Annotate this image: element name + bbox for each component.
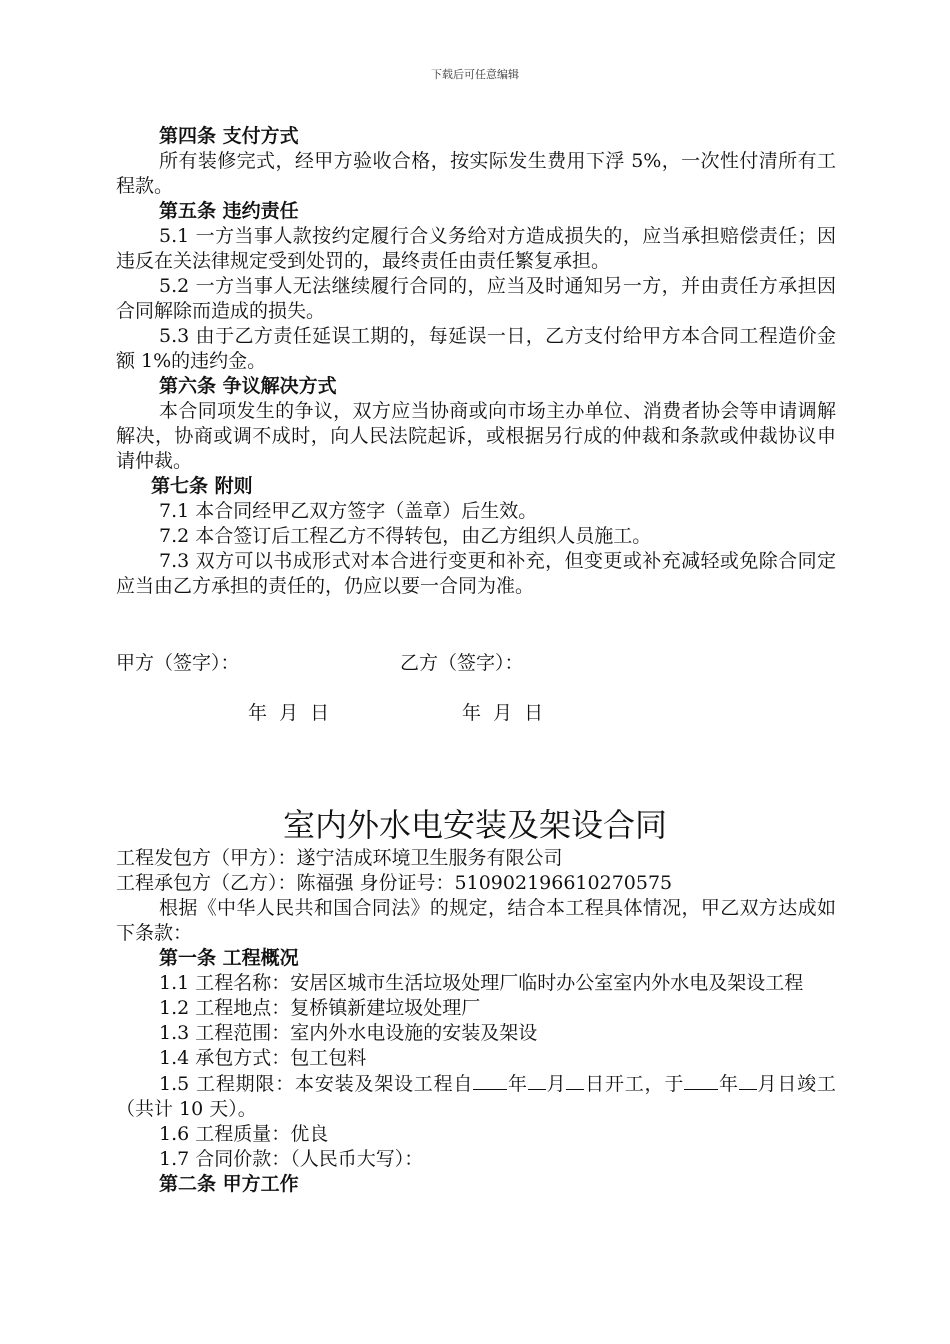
article-5-heading: 第五条 违约责任: [159, 200, 299, 222]
page-header: 下载后可任意编辑: [431, 68, 519, 81]
party-b-date: 年 月 日: [462, 702, 544, 724]
item-1-3: 1.3 工程范围：室内外水电设施的安装及架设: [159, 1022, 538, 1044]
blank-month-start: [528, 1071, 546, 1090]
item-1-4: 1.4 承包方式：包工包料: [159, 1047, 367, 1069]
article-7-heading: 第七条 附则: [151, 475, 253, 497]
party-a-signature: 甲方（签字）：: [116, 652, 240, 674]
item-1-5-e: 年: [718, 1073, 739, 1095]
item-1-5-d: 日开工，于: [584, 1073, 685, 1095]
contract-title: 室内外水电安装及架设合同: [282, 806, 667, 844]
item-1-5-a: 1.5 工程期限：本安装及架设工程自: [159, 1073, 474, 1095]
article-4-heading: 第四条 支付方式: [159, 125, 299, 147]
clause-5-1: 5.1 一方当事人款按约定履行合义务给对方造成损失的，应当承担赔偿责任；因违反在关法律规定受到处罚的，最终责任由责任繁复承担。: [116, 225, 836, 272]
clause-7-1: 7.1 本合同经甲乙双方签字（盖章）后生效。: [159, 500, 538, 522]
contractor-line: 工程承包方（乙方）：陈福强 身份证号：510902196610270575: [116, 872, 673, 894]
blank-day-start: [566, 1071, 584, 1090]
article-2-heading: 第二条 甲方工作: [159, 1173, 299, 1195]
blank-month-end: [739, 1071, 757, 1090]
contract-part-1: [116, 124, 836, 599]
item-1-7: 1.7 合同价款：（人民币大写）：: [159, 1148, 424, 1170]
preamble: 根据《中华人民共和国合同法》的规定，结合本工程具体情况，甲乙双方达成如下条款：: [116, 897, 836, 944]
contract-part-2: [116, 846, 836, 1197]
clause-7-2: 7.2 本合签订后工程乙方不得转包，由乙方组织人员施工。: [159, 525, 652, 547]
blank-year-end: [684, 1071, 718, 1090]
article-1-heading: 第一条 工程概况: [159, 947, 299, 969]
item-1-5-b: 年: [507, 1073, 528, 1095]
article-4-text: 所有装修完式，经甲方验收合格，按实际发生费用下浮 5%，一次性付清所有工程款。: [116, 150, 836, 197]
item-1-6: 1.6 工程质量：优良: [159, 1123, 329, 1145]
item-1-5-f: 月日竣工（共计 10 天）。: [116, 1073, 836, 1120]
party-a-date: 年 月 日: [248, 702, 330, 724]
clause-5-3: 5.3 由于乙方责任延误工期的，每延误一日，乙方支付给甲方本合同工程造价金额 1%的违约金。: [116, 325, 836, 372]
article-6-heading: 第六条 争议解决方式: [159, 375, 337, 397]
blank-year-start: [473, 1071, 507, 1090]
item-1-1: 1.1 工程名称：安居区城市生活垃圾处理厂临时办公室室内外水电及架设工程: [159, 972, 804, 994]
clause-7-3: 7.3 双方可以书成形式对本合进行变更和补充，但变更或补充减轻或免除合同定应当由乙方承担的责任的，仍应以要一合同为准。: [116, 550, 836, 597]
party-b-signature: 乙方（签字）：: [400, 652, 524, 674]
item-1-5-c: 月: [545, 1073, 567, 1095]
item-1-2: 1.2 工程地点：复桥镇新建垃圾处理厂: [159, 997, 481, 1019]
employer-line: 工程发包方（甲方）：遂宁洁成环境卫生服务有限公司: [116, 847, 563, 869]
item-1-5: [116, 1071, 836, 1122]
article-6-text: 本合同项发生的争议，双方应当协商或向市场主办单位、消费者协会等申请调解解决，协商或调不成时，向人民法院起诉，或根据另行成的仲裁和条款或仲裁协议申请仲裁。: [116, 400, 836, 472]
clause-5-2: 5.2 一方当事人无法继续履行合同的，应当及时通知另一方，并由责任方承担因合同解除而造成的损失。: [116, 275, 836, 322]
